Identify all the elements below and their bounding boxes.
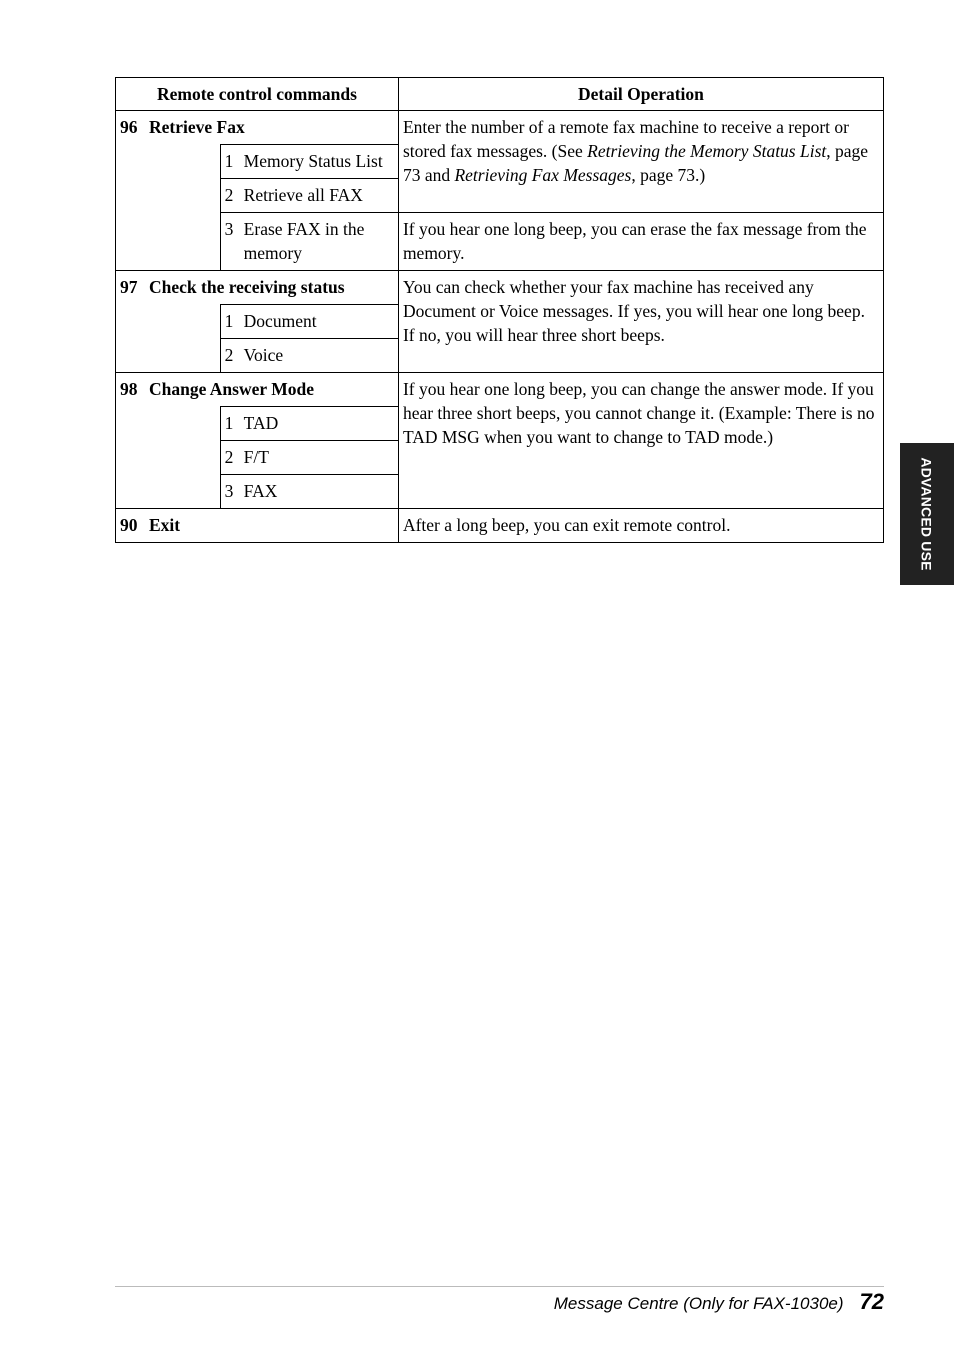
command-detail: If you hear one long beep, you can change the answer mode. If you hear three short beeps, you cannot change it. (Example: There is no TAD MSG when you want to change to TAD mode.)	[398, 373, 883, 509]
footer-title: Message Centre (Only for FAX-1030e)	[553, 1294, 844, 1313]
sub-command: 2 F/T	[220, 441, 398, 475]
command-detail: You can check whether your fax machine has received any Document or Voice messages. If yes, you will hear one long beep. If no, you will hear three short beeps.	[398, 271, 883, 373]
sub-command: 3 FAX	[220, 475, 398, 509]
table-row	[116, 373, 884, 407]
table-row	[116, 213, 884, 271]
sub-command: 2 Voice	[220, 339, 398, 373]
sub-command: 2 Retrieve all FAX	[220, 179, 398, 213]
command-code: 96	[120, 117, 138, 137]
detail-column-header: Detail Operation	[398, 78, 883, 111]
sub-command: 3 Erase FAX in the memory	[220, 213, 398, 271]
command-detail: Enter the number of a remote fax machine to receive a report or stored fax messages. (See Retrieving the Memory Status List, page 73 and Retrieving Fax Messages, page 73.)	[398, 111, 883, 213]
commands-column-header: Remote control commands	[116, 78, 399, 111]
cross-reference: Retrieving the Memory Status List	[587, 141, 827, 161]
section-tab-label: ADVANCED USE	[919, 457, 935, 571]
sub-command: 1 TAD	[220, 407, 398, 441]
command-97: 97 Check the receiving status	[116, 271, 399, 305]
table-row	[116, 509, 884, 543]
section-tab	[900, 443, 954, 585]
command-detail: After a long beep, you can exit remote control.	[398, 509, 883, 543]
sub-command: 1 Document	[220, 305, 398, 339]
command-96	[116, 111, 399, 145]
command-title: Exit	[149, 515, 181, 535]
command-detail: If you hear one long beep, you can erase the fax message from the memory.	[398, 213, 883, 271]
command-title: Change Answer Mode	[149, 379, 314, 399]
page-number: 72	[859, 1289, 884, 1314]
command-98: 98 Change Answer Mode	[116, 373, 399, 407]
cross-reference: Retrieving Fax Messages	[454, 165, 632, 185]
command-90: 90 Exit	[116, 509, 399, 543]
command-title: Check the receiving status	[149, 277, 345, 297]
table-header-row	[116, 78, 884, 111]
command-title: Retrieve Fax	[149, 117, 245, 137]
remote-commands-table	[115, 77, 884, 543]
table-row	[116, 271, 884, 305]
sub-command: 1 Memory Status List	[220, 145, 398, 179]
page-footer	[554, 1289, 884, 1315]
table-row	[116, 111, 884, 145]
footer-divider	[115, 1286, 884, 1287]
